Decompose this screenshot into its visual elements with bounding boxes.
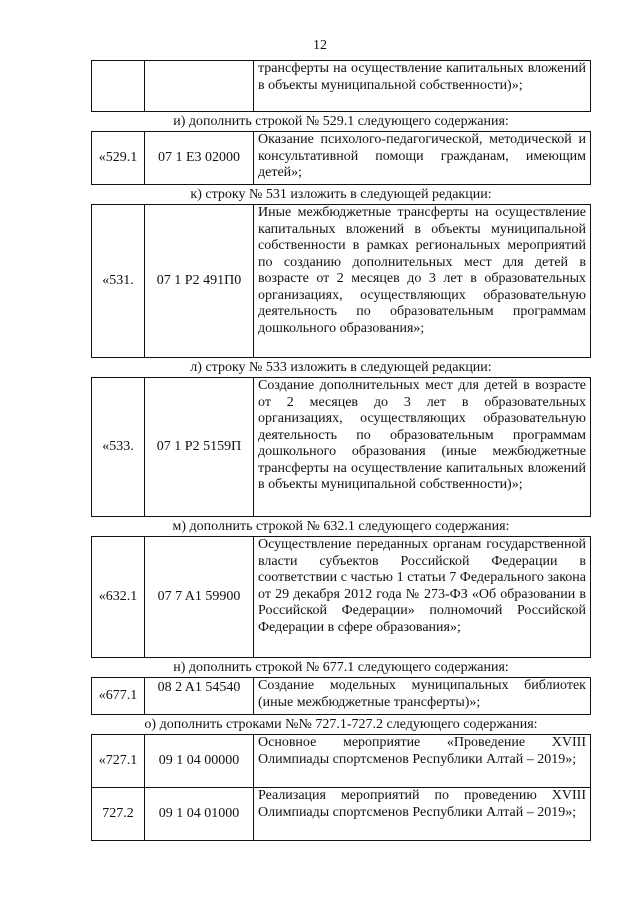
- row-number: [92, 61, 145, 111]
- budget-code: [145, 61, 254, 111]
- budget-code: 08 2 A1 54540: [145, 678, 254, 714]
- row-number: «677.1: [92, 678, 145, 714]
- budget-code: 09 1 04 01000: [145, 788, 254, 840]
- table-row: [91, 734, 591, 788]
- row-number: «533.: [92, 378, 145, 516]
- row-number: «529.1: [92, 132, 145, 184]
- instruction-line: л) строку № 533 изложить в следующей редакции:: [190, 360, 492, 375]
- table-row: [91, 60, 591, 112]
- table-row: [91, 536, 591, 658]
- row-number: «632.1: [92, 537, 145, 657]
- row-description: Реализация мероприятий по проведению XVIII Олимпиады спортсменов Республики Алтай – 2019»;: [258, 788, 586, 820]
- instruction-line: к) строку № 531 изложить в следующей редакции:: [190, 187, 492, 202]
- row-number: 727.2: [92, 788, 145, 840]
- budget-code: 07 7 A1 59900: [145, 537, 254, 657]
- row-description: Осуществление переданных органам государственной власти субъектов Российской Федерации в соответствии с частью 1 статьи 7 Федерального закона от 29 декабря 2012 года № 273-ФЗ «Об образовании в Российской Федерации» полномочий Российской Федерации в сфере образования»;: [258, 537, 586, 635]
- instruction-line: м) дополнить строкой № 632.1 следующего содержания:: [172, 519, 510, 534]
- budget-code: 07 1 P2 5159П: [145, 378, 254, 516]
- row-description: Создание дополнительных мест для детей в возрасте от 2 месяцев до 3 лет в образовательных организациях, осуществляющих образовательную деятельность по образовательным программам дошкольного образования (иные межбюджетные трансферты на осуществление капитальных вложений в объекты муниципальной собственности)»;: [258, 378, 586, 492]
- instruction-line: о) дополнить строками №№ 727.1-727.2 следующего содержания:: [144, 717, 538, 732]
- row-description: Основное мероприятие «Проведение XVIII Олимпиады спортсменов Республики Алтай – 2019»;: [258, 735, 586, 767]
- instruction-line: и) дополнить строкой № 529.1 следующего содержания:: [173, 114, 509, 129]
- budget-code: 07 1 E3 02000: [145, 132, 254, 184]
- instruction-line: н) дополнить строкой № 677.1 следующего содержания:: [173, 660, 509, 675]
- table-row: [91, 788, 591, 841]
- budget-code: 07 1 P2 491П0: [145, 205, 254, 357]
- page-number: 12: [313, 38, 327, 53]
- table-row: [91, 677, 591, 715]
- table-row: [91, 131, 591, 185]
- row-description: трансферты на осуществление капитальных вложений в объекты муниципальной собственности)»;: [258, 61, 586, 93]
- row-number: «531.: [92, 205, 145, 357]
- budget-code: 09 1 04 00000: [145, 735, 254, 787]
- row-number: «727.1: [92, 735, 145, 787]
- row-description: Иные межбюджетные трансферты на осуществление капитальных вложений в объекты муниципальной собственности в рамках региональных мероприятий по созданию дополнительных мест для детей в возрасте от 2 месяцев до 3 лет в образовательных организациях, осуществляющих образовательную деятельность по образовательным программам дошкольного образования»;: [258, 205, 586, 336]
- document-content: [91, 60, 591, 841]
- table-row: [91, 204, 591, 358]
- table-row: [91, 377, 591, 517]
- row-description: Создание модельных муниципальных библиотек (иные межбюджетные трансферты)»;: [258, 678, 586, 710]
- row-description: Оказание психолого-педагогической, методической и консультативной помощи гражданам, имеющим детей»;: [258, 132, 586, 180]
